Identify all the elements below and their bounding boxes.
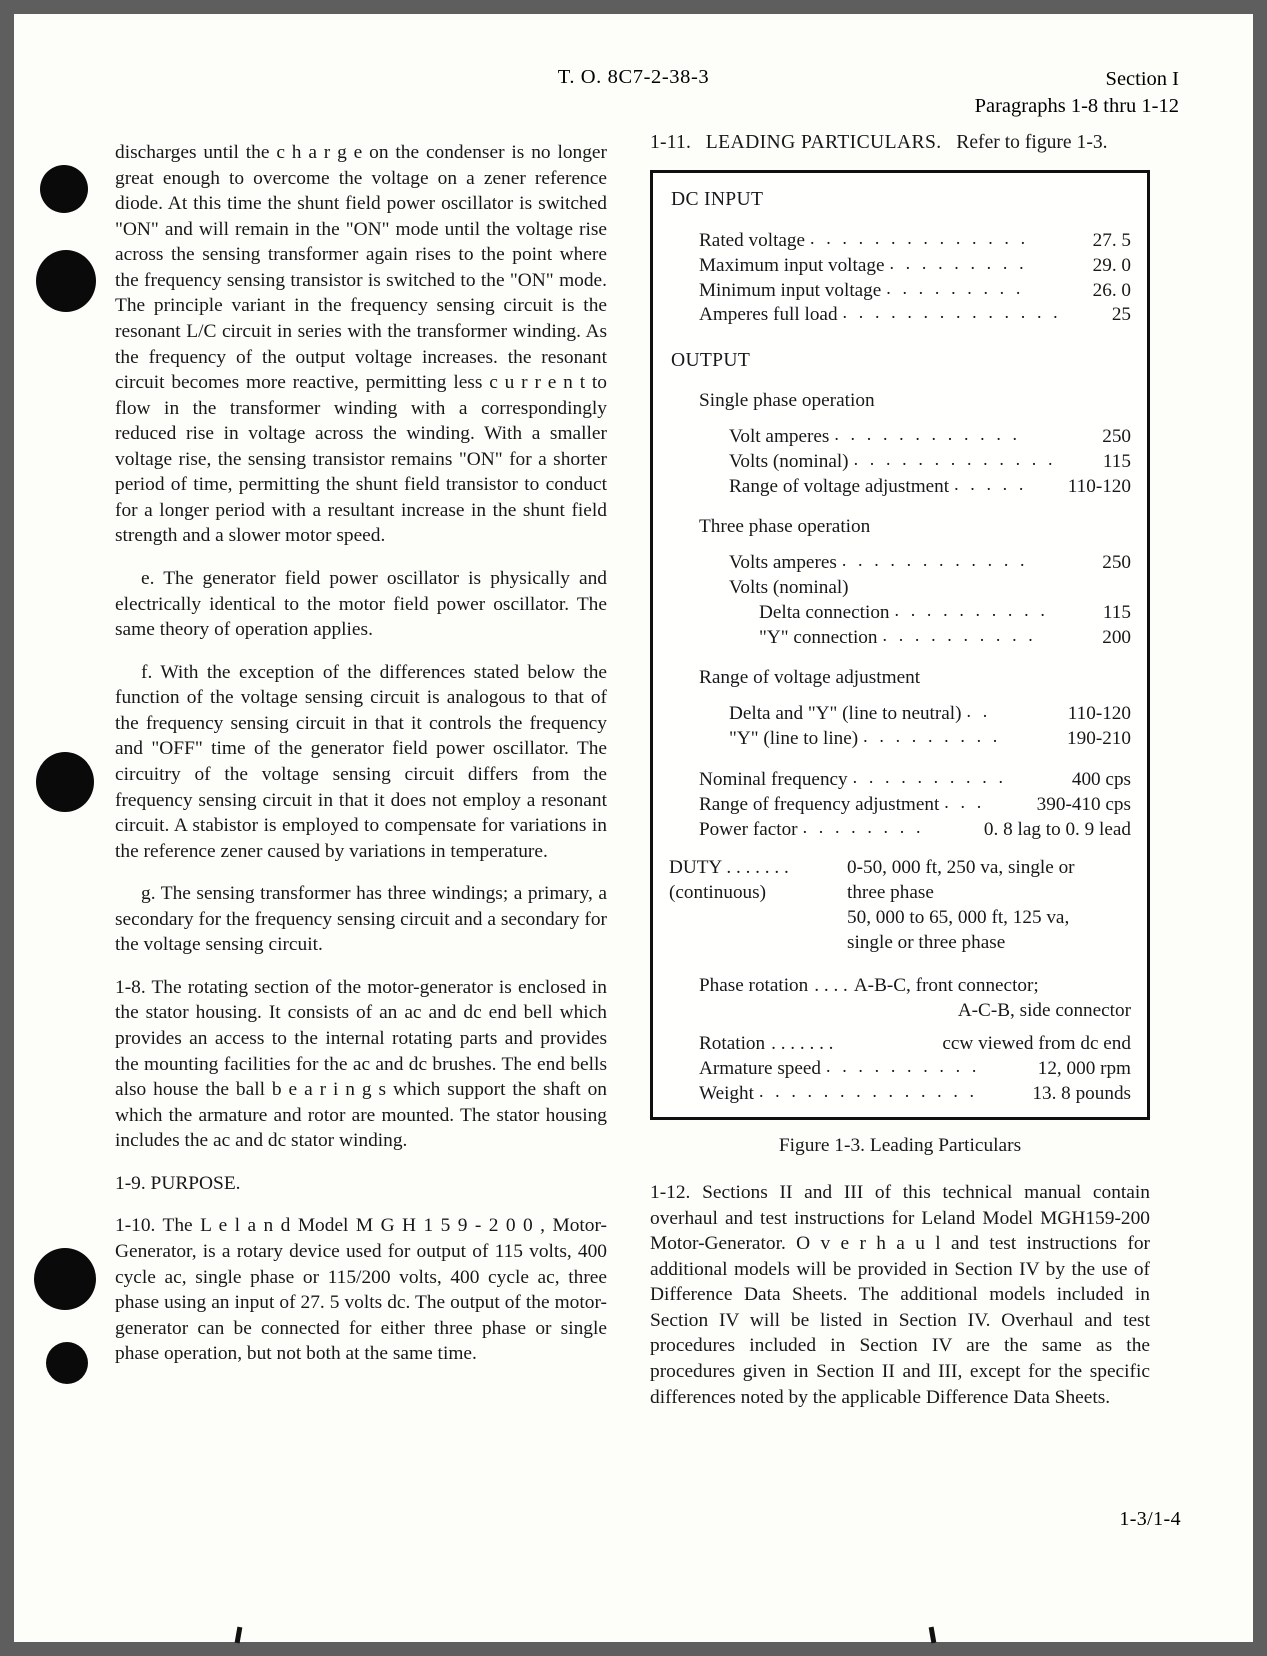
dot-leader: . . . . . . . . . . xyxy=(826,1055,980,1076)
row-label: Volts (nominal) xyxy=(729,577,849,599)
row-label: Rated voltage xyxy=(699,229,806,251)
final-rows-block xyxy=(669,974,1131,1107)
row-value: 190-210 xyxy=(1067,728,1131,750)
row-value: 13. 8 pounds xyxy=(1032,1082,1131,1104)
row-label: Delta connection xyxy=(759,602,890,624)
row-value: 27. 5 xyxy=(1092,229,1131,251)
dot-leader: . . . . . . . . . . . . . . xyxy=(758,1080,978,1101)
punch-hole-5 xyxy=(46,1342,88,1384)
table-row xyxy=(669,727,1131,752)
punch-hole-2 xyxy=(36,250,96,312)
table-row xyxy=(669,1032,1131,1057)
row-label: Range of voltage adjustment xyxy=(729,476,950,498)
page-header-section-info xyxy=(975,66,1179,120)
row-value: 0. 8 lag to 0. 9 lead xyxy=(983,818,1131,840)
dot-leader: . . . . . xyxy=(954,474,1027,495)
heading-number: 1-11. xyxy=(650,132,692,153)
row-value: 250 xyxy=(1102,426,1131,448)
table-row xyxy=(669,425,1131,450)
dot-leader: . . . . . . . . . xyxy=(889,252,1028,273)
duty-value-line: 50, 000 to 65, 000 ft, 125 va, xyxy=(847,906,1070,928)
row-value-line: A-B-C, front connector; xyxy=(853,974,1039,996)
row-label: Volt amperes xyxy=(729,426,830,448)
paragraph-1-10: 1-10. The L e l a n d Model M G H 1 5 9 - 2 0 0 , Motor-Generator, is a rotary device used for output of 115 volts, 400 cycle ac, single phase or 115/200 volts, 400 cycle ac, three phase using an input of 27. 5 volts dc. The output of the motor-generator can be connected for either three phase or single phase operation, but not both at the same time. xyxy=(115,1215,607,1365)
duty-dot-leader: . . . . . . . xyxy=(726,856,789,878)
duty-values xyxy=(847,856,1131,956)
table-row xyxy=(669,229,1131,254)
range-voltage-rows xyxy=(669,702,1131,752)
table-row xyxy=(669,303,1131,328)
row-label: Volts amperes xyxy=(729,552,837,574)
dot-leader: . . . . . . . . . . . . xyxy=(841,550,1029,571)
dot-leader: . . . . . . . . . . xyxy=(882,625,1037,646)
punch-hole-3 xyxy=(36,752,94,812)
table-row xyxy=(669,768,1131,793)
dot-leader: . . . . . . . . . xyxy=(886,277,1024,298)
row-value: 250 xyxy=(1102,552,1131,574)
subsection-title-single-phase: Single phase operation xyxy=(699,390,875,412)
duty-value-line: three phase xyxy=(847,881,934,903)
paragraph-e: e. The generator field power oscillator is physically and electrically identical to the motor field power oscillator. The same theory of operation applies. xyxy=(115,568,607,641)
leading-particulars-heading xyxy=(650,130,1150,156)
table-row xyxy=(669,702,1131,727)
table-row xyxy=(669,254,1131,279)
table-row xyxy=(669,818,1131,843)
row-value: 110-120 xyxy=(1067,703,1131,725)
table-row xyxy=(669,279,1131,304)
row-label: Rotation xyxy=(699,1032,766,1054)
table-row xyxy=(669,551,1131,576)
row-value: 29. 0 xyxy=(1092,254,1131,276)
single-phase-rows xyxy=(669,425,1131,500)
row-label: Armature speed xyxy=(699,1057,822,1079)
row-value: 390-410 cps xyxy=(1036,794,1131,816)
section-heading-output: OUTPUT xyxy=(671,350,751,372)
dot-leader: . . . . . . . . . . xyxy=(852,767,1007,788)
header-section-label: Section I xyxy=(1105,68,1179,90)
dot-leader: . . . . . . . . . . . . xyxy=(834,424,1021,445)
figure-1-3-box xyxy=(650,170,1150,1120)
dot-leader: . . . . . . . . xyxy=(802,816,925,837)
duty-label-sub: (continuous) xyxy=(669,881,766,903)
row-value: 400 cps xyxy=(1071,769,1131,791)
row-value: 200 xyxy=(1102,627,1131,649)
table-row xyxy=(669,974,1131,1024)
paragraph-f: f. With the exception of the differences stated below the function of the voltage sensing circuit is analogous to that of the frequency sensing circuit in that it controls the frequency and "OFF" time of the generator field power oscillator. The circuitry of the voltage sensing circuit differs from the frequency sensing circuit in that it does not employ a resonant circuit. A stabistor is employed to compensate for variations in the reference zener caused by variations in temperature. xyxy=(115,661,607,862)
row-label: Amperes full load xyxy=(699,304,838,326)
paragraph-1-12: 1-12. Sections II and III of this technical manual contain overhaul and test instructions for Leland Model MGH159-200 Motor-Generator. O v e r h a u l and test instructions for additional models will be provided in Section IV by the use of Difference Data Sheets. The additional models included in Section IV will be listed in Section IV. Overhaul and test procedures included in Section IV are the same as the procedures given in Section II and III, except for the specific differences noted by the applicable Difference Data Sheets. xyxy=(650,1182,1150,1408)
dot-leader: . . . . . . . . . . . . . xyxy=(853,449,1057,470)
figure-caption: Figure 1-3. Leading Particulars xyxy=(778,1134,1022,1156)
dot-leader: . . . . . . . . . . . . . . xyxy=(842,302,1062,323)
dot-leader: . . . . . . . . . . xyxy=(894,600,1049,621)
punch-hole-4 xyxy=(34,1248,96,1310)
row-value: 25 xyxy=(1111,304,1131,326)
row-label: Delta and "Y" (line to neutral) xyxy=(729,703,962,725)
dc-input-rows xyxy=(669,229,1131,329)
row-value-lines xyxy=(854,974,1131,1024)
row-value: 110-120 xyxy=(1067,476,1131,498)
punch-hole-1 xyxy=(40,165,88,213)
row-value: 115 xyxy=(1102,602,1131,624)
page-footer-number: 1-3/1-4 xyxy=(1119,1508,1181,1530)
table-row xyxy=(669,1082,1131,1107)
row-label: "Y" (line to line) xyxy=(729,728,859,750)
duty-block xyxy=(669,856,1131,956)
row-label: "Y" connection xyxy=(759,627,878,649)
subsection-title-three-phase: Three phase operation xyxy=(699,516,871,538)
paragraph-d-continuation: discharges until the c h a r g e on the condenser is no longer great enough to overcome the voltage on a zener reference diode. At this time the shunt field power oscillator is switched "ON" and will remain in the "ON" mode until the voltage rise across the sensing transformer again rises to the point where the frequency sensing transistor is switched to the "ON" mode. The principle variant in the frequency sensing circuit is the resonant L/C circuit in series with the transformer winding. As the frequency of the output voltage increases. the resonant circuit becomes more reactive, permitting less c u r r e n t to flow in the transformer winding with a correspondingly reduced rise in voltage across the winding. With a smaller voltage rise, the sensing transistor remains "ON" for a shorter period of time, permitting the shunt field transistor to conduct for a longer period with a resultant increase in the shunt field strength and a slower motor speed. xyxy=(115,142,607,547)
header-paragraph-range: Paragraphs 1-8 thru 1-12 xyxy=(974,95,1179,118)
row-value: 12, 000 rpm xyxy=(1037,1057,1131,1079)
dot-leader: . . . . . . . xyxy=(771,1032,834,1054)
dot-leader: . . . . . . . . . xyxy=(863,726,1001,747)
table-row xyxy=(669,450,1131,475)
table-row xyxy=(669,576,1131,601)
row-value-line: ccw viewed from dc end xyxy=(942,1032,1131,1054)
left-text-column xyxy=(115,140,607,1384)
page-header-document-number: T. O. 8C7-2-38-3 xyxy=(557,66,710,88)
heading-reference: Refer to figure 1-3. xyxy=(956,132,1108,153)
row-label: Minimum input voltage xyxy=(699,279,882,301)
heading-title: LEADING PARTICULARS. xyxy=(705,132,942,153)
duty-value-line: single or three phase xyxy=(847,931,1006,953)
row-label: Power factor xyxy=(699,818,798,840)
right-text-column xyxy=(650,130,1150,1410)
table-row xyxy=(669,793,1131,818)
row-value: 26. 0 xyxy=(1092,279,1131,301)
row-label: Weight xyxy=(699,1082,754,1104)
row-value-lines xyxy=(839,1032,1131,1057)
row-value: 115 xyxy=(1102,451,1131,473)
dot-leader: . . . xyxy=(944,792,985,813)
duty-value-line: 0-50, 000 ft, 250 va, single or xyxy=(847,856,1075,878)
paragraph-g: g. The sensing transformer has three windings; a primary, a secondary for the frequency sensing circuit and a secondary for the voltage sensing circuit. xyxy=(115,883,607,956)
output-trailing-rows xyxy=(669,768,1131,843)
row-label: Phase rotation xyxy=(699,974,809,996)
table-row xyxy=(669,626,1131,651)
row-label: Range of frequency adjustment xyxy=(699,794,940,816)
paragraph-1-8: 1-8. The rotating section of the motor-generator is enclosed in the stator housing. It consists of an ac and dc end bell which provides an access to the internal rotating parts and provides the mounting facilities for the ac and dc brushes. The end bells also house the ball b e a r i n g s which support the shaft on which the armature and rotor are mounted. The stator housing includes the ac and dc stator winding. xyxy=(115,976,607,1152)
dot-leader: . . xyxy=(966,701,991,722)
paragraph-1-9-purpose: 1-9. PURPOSE. xyxy=(115,1172,241,1194)
duty-label xyxy=(669,856,847,956)
row-label: Nominal frequency xyxy=(699,769,848,791)
table-row xyxy=(669,1057,1131,1082)
table-row xyxy=(669,475,1131,500)
three-phase-rows xyxy=(669,551,1131,651)
duty-label-main: DUTY xyxy=(669,856,722,878)
row-value-line: A-C-B, side connector xyxy=(957,999,1131,1021)
dot-leader: . . . . xyxy=(814,974,848,996)
dot-leader: . . . . . . . . . . . . . . xyxy=(810,227,1029,248)
section-heading-dc-input: DC INPUT xyxy=(671,188,764,210)
row-label: Volts (nominal) xyxy=(729,451,849,473)
row-label: Maximum input voltage xyxy=(699,254,885,276)
table-row xyxy=(669,601,1131,626)
subsection-title-range-voltage-adjustment: Range of voltage adjustment xyxy=(699,667,921,689)
